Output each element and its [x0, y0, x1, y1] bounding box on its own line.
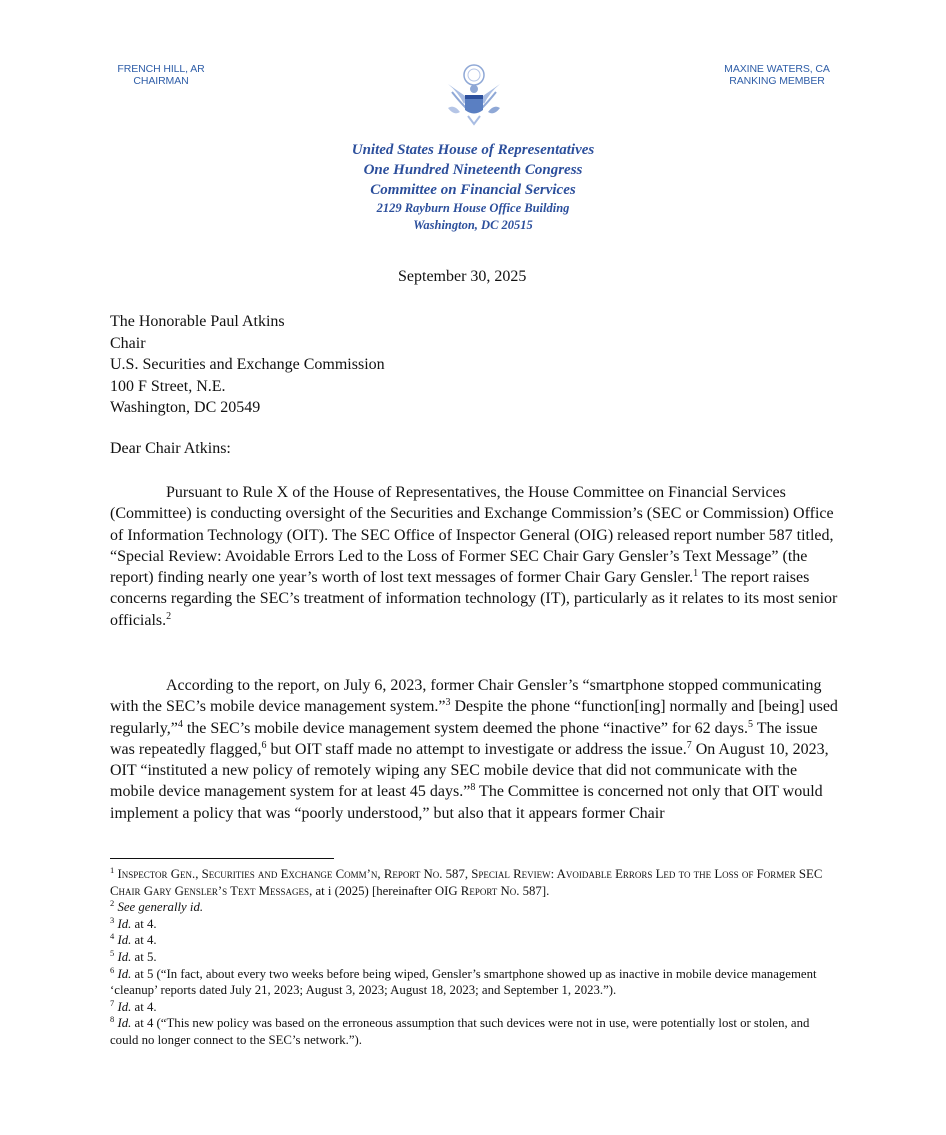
footnote-ref[interactable]: 4	[177, 718, 183, 730]
paragraph-text: The report raises concerns regarding the SEC’s treatment of information technology (IT), particularly as it relates to its most senior officials.	[110, 569, 838, 629]
paragraph-text: Pursuant to Rule X of the House of Representatives, the House Committee on Financial Services (Committee) is conducting oversight of the Securities and Exchange Commission’s (SEC or Commission) Office of Information Technology (OIT). The SEC Office of Inspector General (OIG) released report number 587 titled, “Special Review: Avoidable Errors Led to the Loss of Former SEC Chair Gary Gensler’s Text Message” (the report) finding nearly one year’s worth of lost text messages of former Chair Gary Gensler.	[110, 484, 834, 587]
paragraph-text: The Committee is concerned not only that OIT would implement a policy that was “poorly understood,” but also that it appears former Chair	[110, 783, 823, 822]
ranking-member-title: RANKING MEMBER	[729, 75, 825, 87]
masthead-line: One Hundred Nineteenth Congress	[363, 162, 583, 178]
footnote-ref[interactable]: 3	[445, 697, 451, 709]
address-line: U.S. Securities and Exchange Commission	[110, 356, 385, 373]
ranking-member-header	[716, 63, 838, 87]
body-paragraph-2	[110, 675, 838, 824]
footnote-2: $^2$ See generally id.	[110, 898, 204, 915]
paragraph-text: According to the report, on July 6, 2023, former Chair Gensler’s “smartphone stopped communicating with the SEC’s mobile device management system.”	[110, 677, 822, 716]
paragraph-text: On August 10, 2023, OIT “instituted a new policy of remotely wiping any SEC mobile device that did not communicate with the mobile device management system for at least 45 days.”	[110, 740, 829, 801]
footnote-3: $^3$ Id. at 4.	[110, 914, 157, 931]
footnote-ref[interactable]: 6	[261, 739, 267, 751]
footnote-divider	[110, 858, 334, 859]
footnote-ref[interactable]: 2	[166, 610, 172, 622]
masthead-line: Committee on Financial Services	[370, 182, 576, 198]
committee-masthead	[300, 140, 646, 234]
footnote-ref[interactable]: 7	[686, 739, 692, 751]
body-paragraph-1	[110, 482, 838, 631]
footnote-ref[interactable]: 1	[693, 568, 699, 580]
salutation: Dear Chair Atkins:	[110, 440, 231, 457]
address-line: Chair	[110, 334, 146, 352]
letter-date: September 30, 2025	[398, 268, 527, 285]
great-seal-icon	[438, 62, 510, 128]
paragraph-text: Despite the phone “function[ing] normally and [being] used regularly,”	[110, 698, 838, 737]
footnote-ref[interactable]: 8	[470, 782, 476, 794]
address-line: 100 F Street, N.E.	[110, 377, 226, 395]
address-line: The Honorable Paul Atkins	[110, 313, 285, 330]
footnotes	[110, 866, 838, 1049]
footnote-4: $^4$ Id. at 4.	[110, 931, 157, 948]
footnote-8: $^8$ Id. at 4 (“This new policy was based on the erroneous assumption that such devices were not in use, were potentially lost or stolen, and could no longer connect to the SEC’s network.”).	[110, 1014, 810, 1047]
recipient-address	[110, 311, 385, 419]
masthead-line: 2129 Rayburn House Office Building	[376, 201, 570, 215]
footnote-7: $^7$ Id. at 4.	[110, 997, 157, 1014]
chairman-name: FRENCH HILL, AR	[117, 63, 205, 75]
ranking-member-name: MAXINE WATERS, CA	[724, 63, 830, 75]
footnote-6: $^6$ Id. at 5 (“In fact, about every two weeks before being wiped, Gensler’s smartphone showed up as inactive in mobile device management ‘cleanup’ reports dated July 21, 2023; August 3, 2023; August 18, 2023; and September 1, 2023.”).	[110, 964, 817, 998]
paragraph-text: the SEC’s mobile device management system deemed the phone “inactive” for 62 days.	[182, 719, 748, 737]
chairman-title: CHAIRMAN	[133, 75, 189, 87]
footnote-1: $^1$ Inspector Gen., Securities and Exchange Comm’n, Report No. 587, Special Review: Avoidable Errors Led to the Loss of Former SEC Chair Gary Gensler’s Text Messages, at i (2025) [hereinafter OIG Report No. 587].	[110, 865, 823, 898]
masthead-line: Washington, DC 20515	[413, 218, 533, 232]
address-line: Washington, DC 20549	[110, 399, 261, 416]
paragraph-text: but OIT staff made no attempt to investigate or address the issue.	[266, 740, 687, 758]
masthead-line: United States House of Representatives	[351, 142, 595, 158]
footnote-5: $^5$ Id. at 5.	[110, 947, 157, 964]
paragraph-text: The issue was repeatedly flagged,	[110, 719, 818, 758]
chairman-header	[112, 63, 210, 87]
footnote-ref[interactable]: 5	[747, 718, 753, 730]
